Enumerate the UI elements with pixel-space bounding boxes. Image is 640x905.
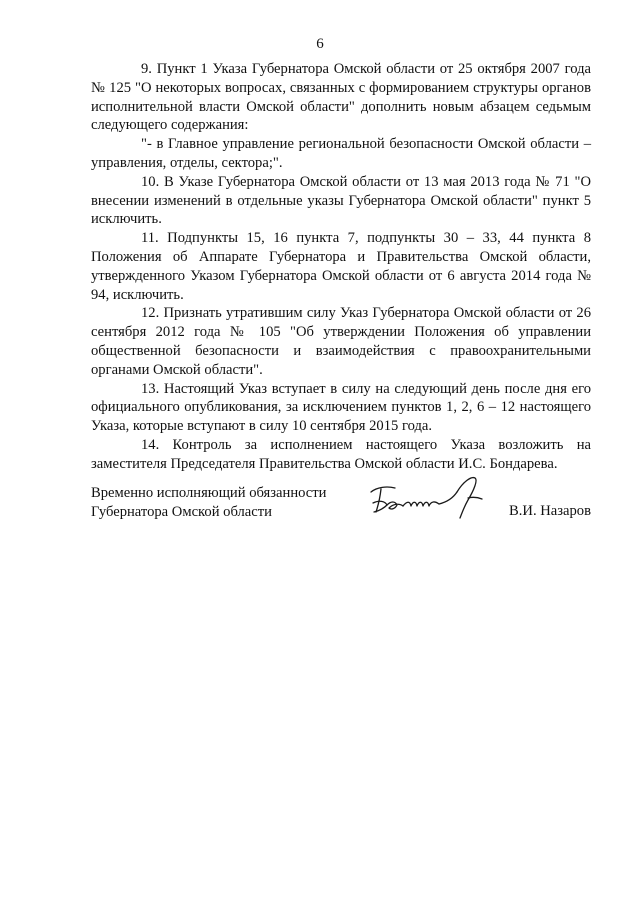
- paragraph-9: 9. Пункт 1 Указа Губернатора Омской области от 25 октября 2007 года № 125 "О некоторых вопросах, связанных с формированием структуры органов исполнительной власти Омской области" дополнить новым абзацем седьмым следующего содержания:: [91, 61, 591, 134]
- paragraph-12: 12. Признать утратившим силу Указ Губернатора Омской области от 26 сентября 2012 года № 105 "Об утверждении Положения об управлении общественной безопасности и взаимодействия с правоохранительными органами Омской области".: [91, 305, 591, 378]
- signatory-title: [91, 484, 361, 522]
- signatory-title-line-2: Губернатора Омской области: [91, 503, 272, 520]
- signatory-name: В.И. Назаров: [509, 503, 591, 519]
- paragraph-11: 11. Подпункты 15, 16 пункта 7, подпункты 30 – 33, 44 пункта 8 Положения об Аппарате Губернатора и Правительства Омской области, утвержденного Указом Губернатора Омской области от 6 августа 2014 года № 94, исключить.: [91, 230, 591, 303]
- handwritten-signature: [365, 470, 495, 530]
- page-number: 6: [316, 36, 324, 52]
- decree-body: [91, 60, 591, 474]
- paragraph-14: 14. Контроль за исполнением настоящего Указа возложить на заместителя Председателя Правительства Омской области И.С. Бондарева.: [91, 436, 591, 472]
- signatory-title-line-1: Временно исполняющий обязанности: [91, 485, 327, 501]
- paragraph-10: 10. В Указе Губернатора Омской области от 13 мая 2013 года № 71 "О внесении изменений в отдельные указы Губернатора Омской области" пункт 5 исключить.: [91, 173, 591, 228]
- signature-block: [91, 484, 591, 544]
- paragraph-9-quote: "- в Главное управление региональной безопасности Омской области – управления, отделы, сектора;".: [91, 136, 591, 171]
- paragraph-13: 13. Настоящий Указ вступает в силу на следующий день после дня его официального опубликования, за исключением пунктов 1, 2, 6 – 12 настоящего Указа, которые вступают в силу 10 сентября 2015 года.: [91, 380, 591, 435]
